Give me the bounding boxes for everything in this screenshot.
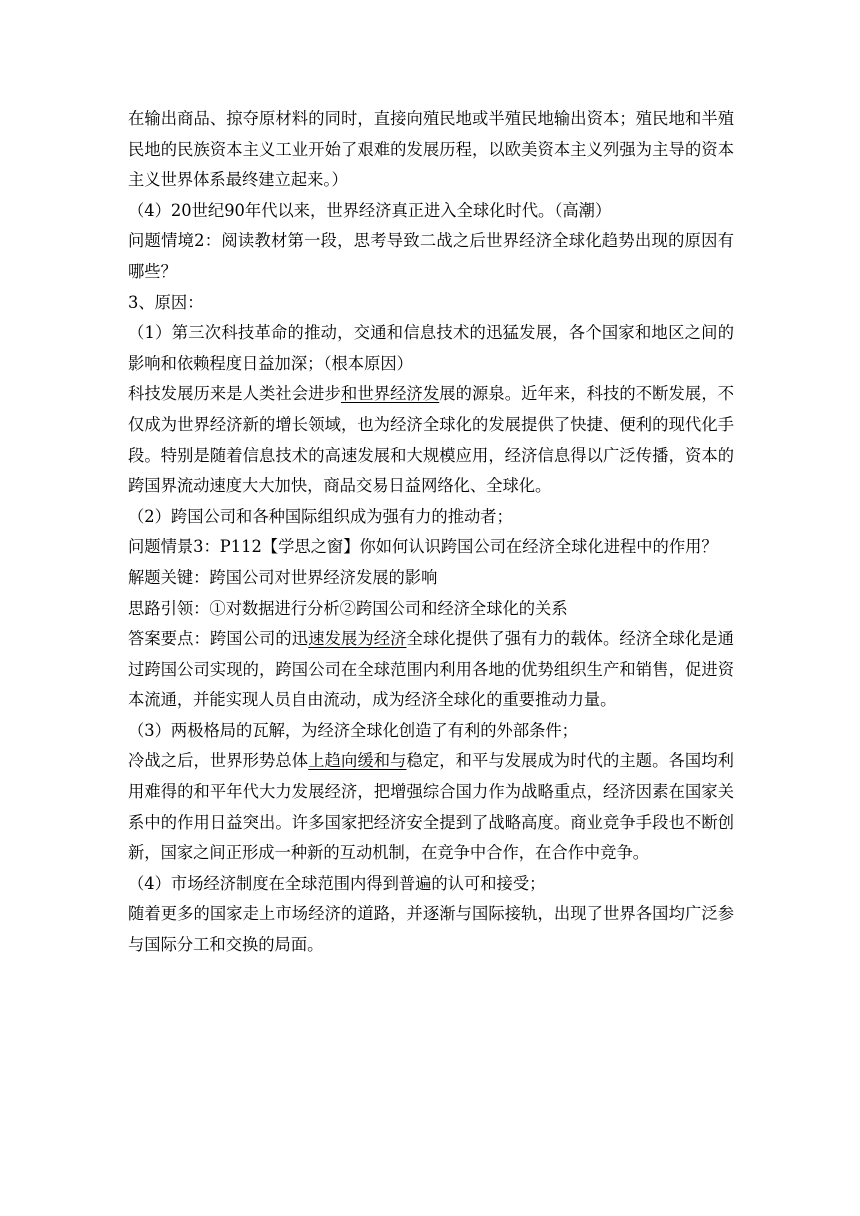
paragraph-answer-points (128, 624, 734, 716)
text-segment: （2）跨国公司和各种国际组织成为强有力的推动者； (128, 506, 513, 526)
paragraph-tech-explanation (128, 379, 734, 501)
paragraph-cold-war-explanation (128, 746, 734, 868)
underlined-text: 和世界经济发 (340, 384, 440, 404)
text-segment: 稳定，和平与发展成为时代的主题。各国均利用难得的和平年代大力发展经济，把增强综合国力作为战略重点，经济因素在国家关系中的作用日益突出。许多国家把经济安全提到了战略高度。商业竞争手段也不断创新，国家之间正形成一种新的互动机制，在竞争中合作，在合作中竞争。 (128, 751, 734, 863)
underlined-text: 上趋向缓和与 (308, 751, 407, 771)
text-segment: 答案要点：跨国公司的迅 (128, 629, 309, 649)
text-segment: 冷战之后，世界形势总体 (128, 751, 309, 771)
text-segment: 解题关键：跨国公司对世界经济发展的影响 (128, 567, 438, 587)
paragraph-question-3 (128, 532, 734, 563)
paragraph-globalization-climax (128, 196, 734, 227)
paragraph-cause-1 (128, 318, 734, 379)
paragraph-cause-3 (128, 716, 734, 747)
text-segment: （4）市场经济制度在全球范围内得到普遍的认可和接受； (128, 873, 546, 893)
text-segment: 问题情境2：阅读教材第一段，思考导致二战之后世界经济全球化趋势出现的原因有哪些？ (128, 231, 734, 281)
underlined-text: 速发展为经济 (308, 629, 407, 649)
paragraph-cause-2 (128, 502, 734, 533)
text-segment: 展的源泉。近年来，科技的不断发展，不仅成为世界经济新的增长领域，也为经济全球化的发展提供了快捷、便利的现代化手段。特别是随着信息技术的高速发展和大规模应用，经济信息得以广泛传播，资本的跨国界流动速度大大加快，商品交易日益网络化、全球化。 (128, 384, 734, 496)
paragraph-capital-export (128, 104, 734, 196)
paragraph-question-2 (128, 226, 734, 287)
text-segment: 随着更多的国家走上市场经济的道路，并逐渐与国际接轨，出现了世界各国均广泛参与国际分工和交换的局面。 (128, 904, 734, 955)
section-heading-causes (128, 288, 734, 319)
paragraph-market-economy-explanation (128, 899, 734, 960)
text-segment: （1）第三次科技革命的推动，交通和信息技术的迅猛发展，各个国家和地区之间的影响和依赖程度日益加深；（根本原因） (128, 323, 734, 373)
text-segment: 思路引领：①对数据进行分析②跨国公司和经济全球化的关系 (128, 598, 568, 618)
text-segment: 问题情景3：P112【学思之窗】你如何认识跨国公司在经济全球化进程中的作用？ (128, 537, 718, 557)
paragraph-thinking-guide (128, 594, 734, 625)
text-segment: 科技发展历来是人类社会进步 (128, 384, 341, 404)
text-segment: 3、原因： (128, 292, 204, 312)
document-body (128, 104, 734, 961)
paragraph-cause-4 (128, 869, 734, 900)
paragraph-key-point (128, 563, 734, 594)
text-segment: 全球化提供了强有力的载体。经济全球化是通过跨国公司实现的，跨国公司在全球范围内利用各地的优势组织生产和销售，促进资本流通，并能实现人员自由流动，成为经济全球化的重要推动力量。 (128, 629, 734, 710)
text-segment: 在输出商品、掠夺原材料的同时，直接向殖民地或半殖民地输出资本；殖民地和半殖民地的民族资本主义工业开始了艰难的发展历程，以欧美资本主义列强为主导的资本主义世界体系最终建立起来。） (128, 109, 734, 190)
text-segment: （3）两极格局的瓦解，为经济全球化创造了有利的外部条件； (128, 720, 578, 740)
text-segment: （4）20世纪90年代以来，世界经济真正进入全球化时代。（高潮） (128, 200, 612, 220)
